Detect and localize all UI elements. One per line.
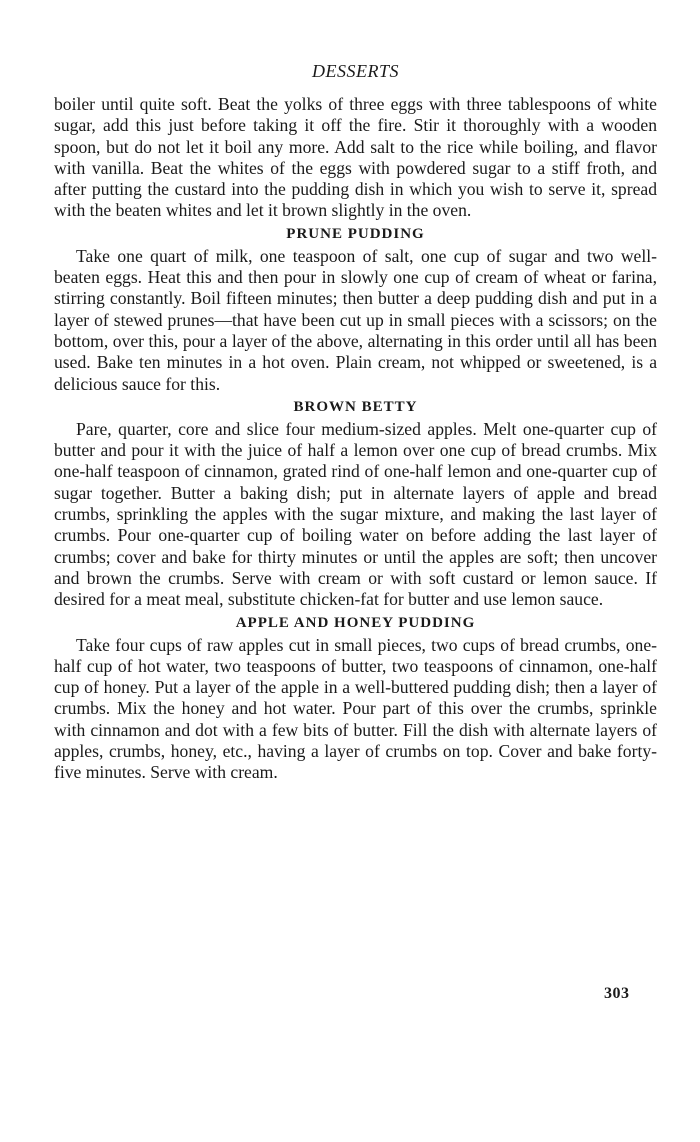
recipe-prune-pudding [54, 225, 657, 395]
recipe-body: Take one quart of milk, one teaspoon of salt, one cup of sugar and two well-beaten eggs. Heat this and then pour in slowly one cup of cream of wheat or farina, stirring constantly. Boil fifteen minutes; then butter a deep pudding dish and put in a layer of stewed prunes—that have been cut up in small pieces with a scissors; on the bottom, over this, pour a layer of the above, alternating in this order until all has been used. Bake ten minutes in a hot oven. Plain cream, not whipped or sweetened, is a delicious sauce for this. [54, 245, 657, 394]
recipe-title: PRUNE PUDDING [286, 225, 425, 242]
continued-paragraph: boiler until quite soft. Beat the yolks of three eggs with three tablespoons of white sugar, add this just before taking it off the fire. Stir it thoroughly with a wooden spoon, but do not let it boil any more. Add salt to the rice while boiling, and flavor with vanilla. Beat the whites of the eggs with powdered sugar to a stiff froth, and after putting the custard into the pudding dish in which you wish to serve it, spread with the beaten whites and let it brown slightly in the oven. [54, 94, 657, 221]
recipe-title: BROWN BETTY [293, 398, 418, 415]
page-number: 303 [604, 985, 630, 1002]
recipe-body: Pare, quarter, core and slice four medium-sized apples. Melt one-quarter cup of butter and pour it with the juice of half a lemon over one cup of bread crumbs. Mix one-half teaspoon of cinnamon, grated rind of one-half lemon and one-quarter cup of sugar together. Butter a baking dish; put in alternate layers of apple and bread crumbs, sprinkling the apples with the sugar mixture, and making the last layer of crumbs. Pour one-quarter cup of boiling water on before adding the last layer of crumbs; cover and bake for thirty minutes or until the apples are soft; then uncover and brown the crumbs. Serve with cream or with soft custard or lemon sauce. If desired for a meat meal, substitute chicken-fat for butter and use lemon sauce. [54, 418, 657, 610]
book-page [54, 58, 657, 784]
recipe-brown-betty [54, 398, 657, 611]
recipe-title: APPLE AND HONEY PUDDING [235, 614, 476, 631]
running-head: DESSERTS [312, 61, 399, 81]
recipe-body: Take four cups of raw apples cut in small pieces, two cups of bread crumbs, one-half cup of hot water, two teaspoons of butter, two teaspoons of cinnamon, one-half cup of honey. Put a layer of the apple in a well-buttered pudding dish; then a layer of crumbs. Mix the honey and hot water. Pour part of this over the crumbs, sprinkle with cinnamon and dot with a few bits of butter. Fill the dish with alternate layers of apples, crumbs, honey, etc., having a layer of crumbs on top. Cover and bake forty-five minutes. Serve with cream. [54, 634, 657, 783]
recipe-apple-and-honey-pudding [54, 614, 657, 784]
